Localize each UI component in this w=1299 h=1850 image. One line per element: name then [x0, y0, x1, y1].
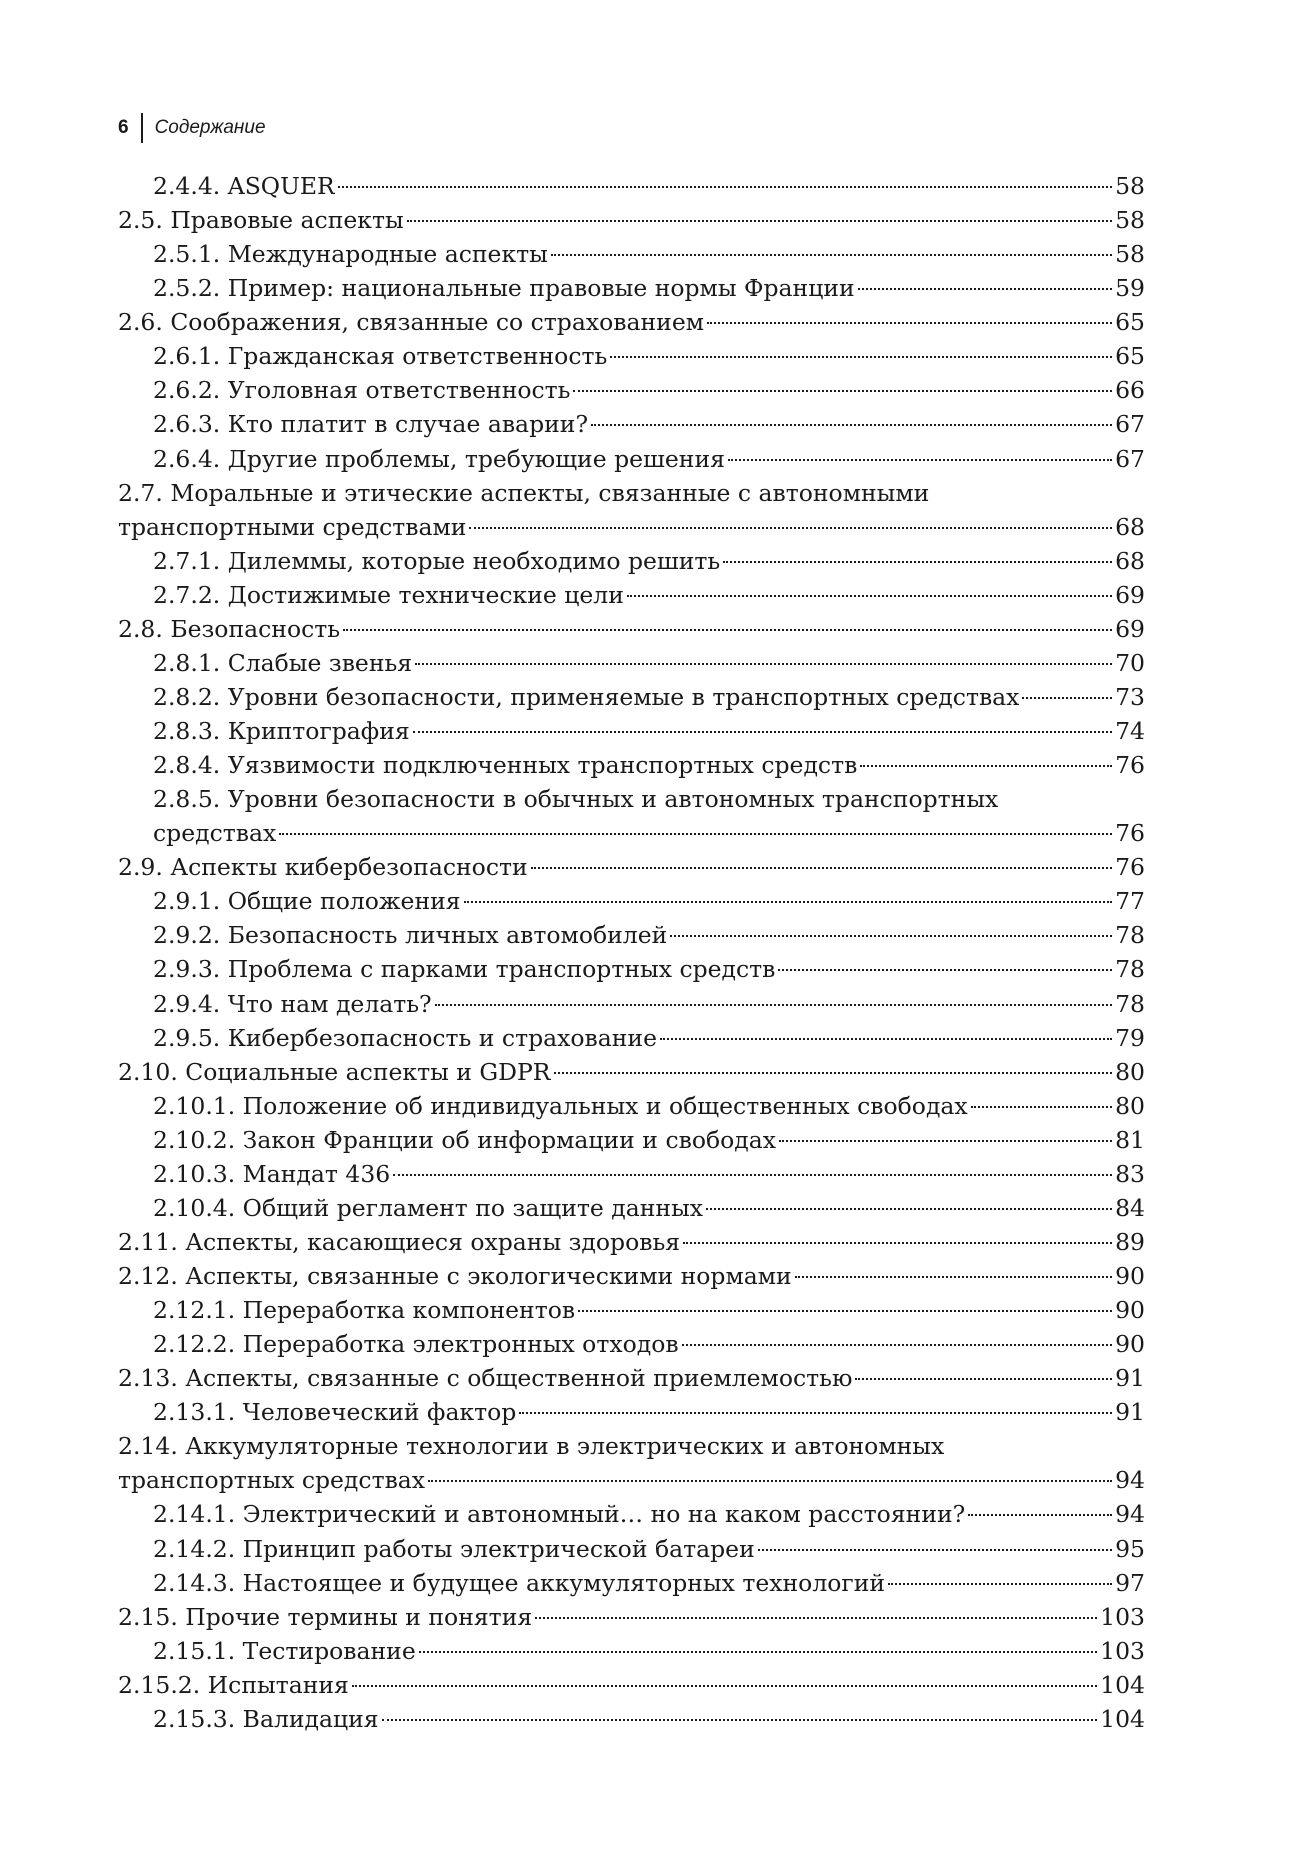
toc-entry-line	[153, 646, 1145, 680]
toc-entry[interactable]	[153, 1532, 1145, 1566]
dot-leader	[428, 1480, 1112, 1482]
dot-leader	[795, 1276, 1112, 1278]
toc-entry-page-number: 80	[1115, 1057, 1145, 1086]
toc-entry-line	[153, 407, 1145, 441]
toc-entry-page-number: 76	[1115, 819, 1145, 848]
toc-entry-title: 2.10.1. Положение об индивидуальных и общественных свободах	[153, 1091, 968, 1120]
toc-entry[interactable]	[153, 1089, 1145, 1123]
toc-entry[interactable]	[118, 850, 1145, 884]
toc-entry-line	[153, 884, 1145, 918]
toc-entry-page-number: 58	[1115, 172, 1145, 200]
toc-entry[interactable]	[153, 578, 1145, 612]
toc-entry-line	[153, 1497, 1145, 1531]
dot-leader	[707, 322, 1112, 324]
toc-entry-line	[153, 1566, 1145, 1600]
toc-entry-line	[153, 1089, 1145, 1123]
toc-entry-line	[118, 1259, 1145, 1293]
dot-leader	[778, 969, 1112, 971]
dot-leader	[610, 356, 1112, 358]
toc-entry-line	[118, 1055, 1145, 1089]
toc-entry-page-number: 65	[1115, 342, 1145, 371]
toc-entry[interactable]	[153, 1123, 1145, 1157]
dot-leader	[352, 1685, 1097, 1687]
toc-entry-line	[153, 373, 1145, 407]
dot-leader	[393, 1174, 1112, 1176]
toc-entry-line	[153, 714, 1145, 748]
toc-entry-page-number: 90	[1115, 1330, 1145, 1359]
toc-entry-line	[118, 1225, 1145, 1259]
toc-entry-title: транспортными средствами	[118, 512, 467, 541]
toc-entry-title: 2.15.3. Валидация	[153, 1704, 379, 1733]
toc-entry-title: средствах	[153, 819, 277, 848]
toc-entry-line	[118, 1600, 1145, 1634]
toc-entry-title: 2.13.1. Человеческий фактор	[153, 1398, 517, 1427]
dot-leader	[858, 288, 1112, 290]
toc-entry-title: 2.9.2. Безопасность личных автомобилей	[153, 921, 668, 950]
toc-entry-line	[153, 1191, 1145, 1225]
toc-entry-line	[118, 305, 1145, 339]
toc-entry-line	[153, 748, 1145, 782]
toc-entry-page-number: 69	[1115, 614, 1145, 643]
toc-entry-page-number: 78	[1115, 921, 1145, 950]
toc-entry[interactable]	[118, 1600, 1145, 1634]
toc-entry-page-number: 80	[1115, 1091, 1145, 1120]
toc-entry[interactable]	[118, 476, 1145, 544]
toc-entry-title: 2.14.3. Настоящее и будущее аккумуляторных технологий	[153, 1568, 886, 1597]
toc-entry[interactable]	[153, 544, 1145, 578]
toc-entry[interactable]	[153, 1566, 1145, 1600]
toc-entry-title: 2.12.1. Переработка компонентов	[153, 1296, 576, 1325]
toc-entry-title: 2.14.2. Принцип работы электрической батареи	[153, 1534, 755, 1563]
dot-leader	[531, 867, 1112, 869]
dot-leader	[578, 1310, 1112, 1312]
toc-entry-page-number: 91	[1115, 1364, 1145, 1393]
toc-entry-line	[153, 169, 1145, 203]
dot-leader	[683, 1242, 1112, 1244]
toc-entry-title: 2.9. Аспекты кибербезопасности	[118, 853, 528, 882]
toc-entry-title: 2.8.1. Слабые звенья	[153, 648, 413, 677]
toc-entry-page-number: 94	[1115, 1500, 1145, 1529]
toc-entry[interactable]	[153, 1497, 1145, 1531]
toc-entry-page-number: 68	[1115, 512, 1145, 541]
toc-entry-line	[118, 612, 1145, 646]
toc-entry-line	[153, 1327, 1145, 1361]
toc-entry[interactable]	[118, 1259, 1145, 1293]
toc-entry[interactable]	[153, 339, 1145, 373]
dot-leader	[728, 459, 1112, 461]
toc-entry-page-number: 58	[1115, 206, 1145, 235]
toc-entry-title: 2.11. Аспекты, касающиеся охраны здоровья	[118, 1227, 681, 1256]
toc-entry-page-number: 67	[1115, 444, 1145, 473]
toc-entry[interactable]	[153, 442, 1145, 476]
toc-entry[interactable]	[118, 1225, 1145, 1259]
toc-entry-page-number: 83	[1115, 1159, 1145, 1188]
toc-entry[interactable]	[153, 373, 1145, 407]
toc-entry[interactable]	[153, 237, 1145, 271]
toc-entry[interactable]	[153, 884, 1145, 918]
toc-entry-title: 2.7.2. Достижимые технические цели	[153, 580, 624, 609]
toc-entry-line	[118, 510, 1145, 544]
toc-entry-page-number: 67	[1115, 410, 1145, 439]
toc-entry-title: 2.9.5. Кибербезопасность и страхование	[153, 1023, 657, 1052]
dot-leader	[888, 1583, 1112, 1585]
toc-entry[interactable]	[153, 1327, 1145, 1361]
dot-leader	[860, 765, 1112, 767]
dot-leader	[779, 1140, 1112, 1142]
dot-leader	[971, 1106, 1112, 1108]
toc-entry-title: 2.5. Правовые аспекты	[118, 206, 404, 235]
toc-entry-title-line: 2.7. Моральные и этические аспекты, связанные с автономными	[118, 478, 930, 507]
dot-leader	[279, 833, 1112, 835]
toc-entry[interactable]	[118, 1668, 1145, 1702]
dot-leader	[535, 1617, 1097, 1619]
toc-entry-line	[153, 1021, 1145, 1055]
toc-entry-page-number: 95	[1115, 1534, 1145, 1563]
toc-entry-page-number: 76	[1115, 853, 1145, 882]
toc-entry-page-number: 70	[1115, 648, 1145, 677]
toc-entry-line	[153, 816, 1145, 850]
toc-entry-title: 2.15.2. Испытания	[118, 1670, 349, 1699]
running-head-title: Содержание	[154, 117, 266, 138]
toc-entry[interactable]	[153, 1702, 1145, 1736]
dot-leader	[551, 254, 1112, 256]
toc-entry[interactable]	[118, 305, 1145, 339]
toc-entry-page-number: 81	[1115, 1125, 1145, 1154]
toc-entry[interactable]	[153, 714, 1145, 748]
toc-entry-line	[153, 952, 1145, 986]
toc-entry-title: 2.10.2. Закон Франции об информации и свободах	[153, 1125, 777, 1154]
dot-leader	[554, 1072, 1113, 1074]
toc-entry-page-number: 97	[1115, 1568, 1145, 1597]
toc-entry[interactable]	[153, 1293, 1145, 1327]
toc-entry-title: 2.6.4. Другие проблемы, требующие решения	[153, 444, 725, 473]
toc-entry-page-number: 90	[1115, 1296, 1145, 1325]
dot-leader	[723, 561, 1112, 563]
dot-leader	[469, 527, 1112, 529]
toc-entry-line	[153, 339, 1145, 373]
toc-entry-page-number: 69	[1115, 580, 1145, 609]
toc-entry-title: 2.6. Соображения, связанные со страхованием	[118, 308, 705, 337]
toc-entry-line	[153, 1532, 1145, 1566]
toc-entry-title: 2.10. Социальные аспекты и GDPR	[118, 1057, 551, 1086]
toc-entry-title: 2.8. Безопасность	[118, 614, 341, 643]
dot-leader	[338, 186, 1112, 188]
toc-entry-line	[118, 203, 1145, 237]
toc-entry-page-number: 84	[1115, 1193, 1145, 1222]
toc-entry-title: 2.15. Прочие термины и понятия	[118, 1602, 533, 1631]
toc-entry-title: 2.8.2. Уровни безопасности, применяемые в транспортных средствах	[153, 682, 1020, 711]
toc-entry-page-number: 78	[1115, 955, 1145, 984]
dot-leader	[706, 1208, 1112, 1210]
dot-leader	[464, 901, 1112, 903]
toc-entry[interactable]	[153, 1191, 1145, 1225]
page-number: 6	[118, 117, 129, 138]
toc-entry[interactable]	[153, 169, 1145, 203]
toc-entry-page-number: 66	[1115, 376, 1145, 405]
toc-entry-page-number: 104	[1100, 1704, 1145, 1733]
toc-entry-page-number: 74	[1115, 717, 1145, 745]
dot-leader	[415, 663, 1112, 665]
toc-entry-page-number: 73	[1115, 682, 1145, 711]
toc-entry-page-number: 103	[1100, 1636, 1145, 1665]
dot-leader	[573, 390, 1112, 392]
toc-entry-title: 2.7.1. Дилеммы, которые необходимо решить	[153, 546, 721, 575]
toc-entry-page-number: 104	[1100, 1670, 1145, 1699]
toc-entry-title: 2.12. Аспекты, связанные с экологическими нормами	[118, 1262, 792, 1290]
toc-entry-title-line: 2.8.5. Уровни безопасности в обычных и автономных транспортных	[153, 785, 999, 814]
toc-entry-title: 2.5.2. Пример: национальные правовые нормы Франции	[153, 274, 855, 303]
toc-entry[interactable]	[118, 612, 1145, 646]
toc-entry-line	[153, 680, 1145, 714]
dot-leader	[519, 1412, 1112, 1414]
dot-leader	[343, 629, 1112, 631]
toc-entry-title: 2.4.4. ASQUER	[153, 172, 335, 200]
toc-entry-line	[153, 1634, 1145, 1668]
toc-entry[interactable]	[118, 1429, 1145, 1497]
dot-leader	[1022, 697, 1112, 699]
toc-entry[interactable]	[153, 407, 1145, 441]
dot-leader	[682, 1344, 1113, 1346]
toc-entry-title: 2.9.3. Проблема с парками транспортных средств	[153, 955, 776, 984]
dot-leader	[660, 1038, 1112, 1040]
toc-entry-page-number: 78	[1115, 989, 1145, 1018]
toc-entry-title: 2.8.3. Криптография	[153, 717, 410, 745]
toc-entry[interactable]	[153, 646, 1145, 680]
toc-entry-title: 2.14.1. Электрический и автономный… но на каком расстоянии?	[153, 1500, 966, 1529]
toc-entry-page-number: 94	[1115, 1466, 1145, 1495]
dot-leader	[435, 1004, 1112, 1006]
dot-leader	[419, 1651, 1097, 1653]
toc-entry-line	[153, 237, 1145, 271]
dot-leader	[670, 935, 1112, 937]
toc-entry[interactable]	[153, 748, 1145, 782]
toc-entry-line	[153, 1702, 1145, 1736]
toc-entry-line	[153, 544, 1145, 578]
toc-entry-page-number: 58	[1115, 240, 1145, 269]
dot-leader	[758, 1549, 1112, 1551]
toc-entry-line	[153, 271, 1145, 305]
toc-entry[interactable]	[153, 1395, 1145, 1429]
toc-entry-title: 2.8.4. Уязвимости подключенных транспортных средств	[153, 751, 858, 780]
dot-leader	[382, 1719, 1098, 1721]
toc-entry-line	[118, 1463, 1145, 1497]
toc-entry[interactable]	[118, 1055, 1145, 1089]
toc-entry-title-line: 2.14. Аккумуляторные технологии в электрических и автономных	[118, 1432, 945, 1461]
toc-entry-page-number: 77	[1115, 887, 1145, 916]
toc-entry-line	[153, 442, 1145, 476]
dot-leader	[413, 731, 1112, 733]
toc-entry-line	[153, 1157, 1145, 1191]
toc-entry-page-number: 76	[1115, 751, 1145, 780]
toc-entry[interactable]	[153, 1157, 1145, 1191]
toc-entry-title: 2.6.3. Кто платит в случае аварии?	[153, 410, 589, 439]
toc-entry[interactable]	[118, 203, 1145, 237]
toc-entry-line	[153, 1293, 1145, 1327]
toc-entry-page-number: 91	[1115, 1398, 1145, 1427]
toc-entry[interactable]	[153, 918, 1145, 952]
toc-entry-title: 2.5.1. Международные аспекты	[153, 240, 548, 269]
toc-entry-title: 2.10.3. Мандат 436	[153, 1159, 391, 1188]
toc-entry-title: 2.6.2. Уголовная ответственность	[153, 376, 571, 405]
toc-entry[interactable]	[118, 1361, 1145, 1395]
toc-entry-line	[153, 987, 1145, 1021]
dot-leader	[407, 220, 1112, 222]
toc-entry-title: транспортных средствах	[118, 1466, 426, 1495]
header-divider	[141, 113, 143, 143]
toc-entry-page-number: 90	[1115, 1262, 1145, 1290]
toc-entry-line	[118, 1668, 1145, 1702]
toc-entry[interactable]	[153, 680, 1145, 714]
page-header	[118, 113, 266, 143]
dot-leader	[968, 1514, 1112, 1516]
toc-entry[interactable]	[153, 987, 1145, 1021]
toc-entry-line	[153, 1395, 1145, 1429]
toc-entry-title: 2.9.1. Общие положения	[153, 887, 461, 916]
toc-entry-line	[153, 918, 1145, 952]
toc-entry[interactable]	[153, 782, 1145, 850]
toc-entry-line	[118, 850, 1145, 884]
toc-entry-page-number: 68	[1115, 546, 1145, 575]
toc-entry[interactable]	[153, 952, 1145, 986]
toc-entry-title: 2.6.1. Гражданская ответственность	[153, 342, 608, 371]
toc-entry-page-number: 59	[1115, 274, 1145, 303]
toc-entry[interactable]	[153, 1634, 1145, 1668]
toc-entry-line	[153, 1123, 1145, 1157]
toc-entry[interactable]	[153, 271, 1145, 305]
toc-entry-title: 2.13. Аспекты, связанные с общественной приемлемостью	[118, 1364, 853, 1393]
toc-entry-title: 2.12.2. Переработка электронных отходов	[153, 1330, 679, 1359]
toc-entry-title: 2.9.4. Что нам делать?	[153, 989, 432, 1018]
toc-entry-page-number: 65	[1115, 308, 1145, 337]
toc-entry-line	[153, 578, 1145, 612]
table-of-contents	[118, 169, 1145, 1736]
dot-leader	[627, 595, 1112, 597]
toc-entry-page-number: 89	[1115, 1227, 1145, 1256]
dot-leader	[855, 1378, 1112, 1380]
toc-entry[interactable]	[153, 1021, 1145, 1055]
toc-entry-title: 2.10.4. Общий регламент по защите данных	[153, 1193, 704, 1222]
toc-entry-page-number: 79	[1115, 1023, 1145, 1052]
toc-entry-line	[118, 1361, 1145, 1395]
toc-entry-title: 2.15.1. Тестирование	[153, 1636, 416, 1665]
dot-leader	[591, 424, 1112, 426]
toc-entry-page-number: 103	[1100, 1602, 1145, 1631]
